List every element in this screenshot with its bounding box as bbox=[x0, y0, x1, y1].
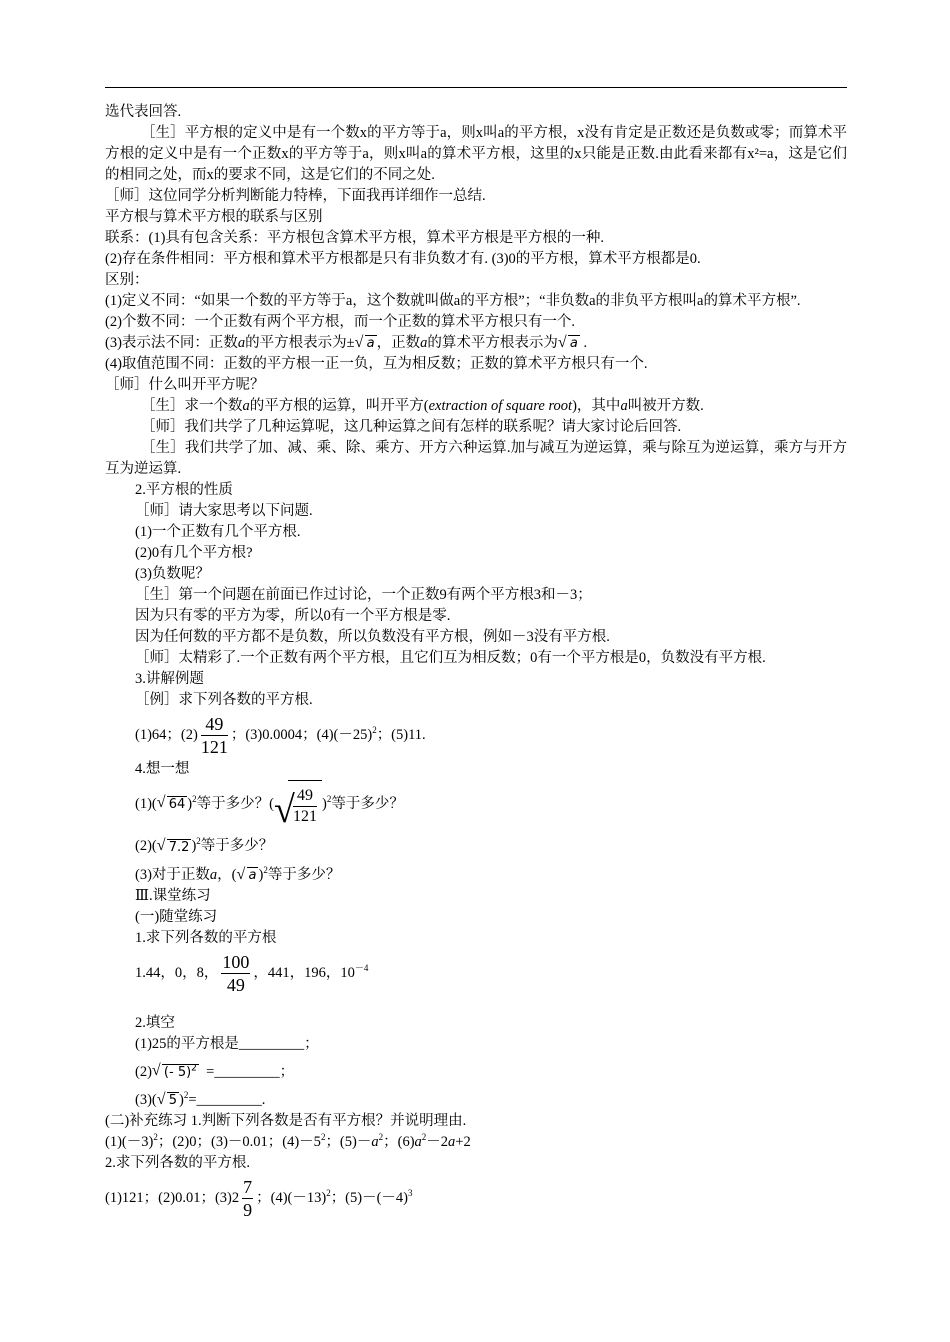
var-a: a bbox=[237, 335, 246, 351]
var-a: a bbox=[242, 398, 250, 415]
text: (1)(－3) bbox=[105, 1134, 154, 1151]
sqrt-a bbox=[355, 333, 377, 354]
question-1: (1)一个正数有几个平方根. bbox=[135, 524, 301, 541]
numerator: 49 bbox=[201, 714, 228, 736]
var-a: a bbox=[420, 335, 428, 351]
text: ；(4)(－13) bbox=[256, 1190, 327, 1207]
think-item-3 bbox=[105, 865, 847, 886]
spacer bbox=[105, 997, 847, 1013]
student-answer: 因为只有零的平方为零，所以0有一个平方根是零. bbox=[135, 608, 451, 625]
section-heading: 4.想一想 bbox=[135, 761, 190, 778]
text: 等于多少？( bbox=[196, 796, 274, 813]
text: =_________； bbox=[206, 1063, 295, 1080]
radicand: a bbox=[248, 867, 257, 883]
exponent: 2 bbox=[183, 1090, 189, 1101]
text: ) bbox=[179, 1091, 184, 1108]
text-line: 选代表回答. bbox=[105, 104, 182, 120]
fraction-7-9 bbox=[242, 1177, 253, 1220]
text: ；(5)－(－4) bbox=[330, 1190, 409, 1207]
exercise-1-prompt: 1.求下列各数的平方根 bbox=[135, 929, 277, 946]
fraction-100-49 bbox=[221, 952, 250, 995]
radicand: 7.2 bbox=[168, 839, 190, 855]
var-a: a bbox=[371, 1134, 379, 1151]
relation-2: (2)存在条件相同：平方根和算术平方根都是只有非负数才有. (3)0的平方根，算术平方根都是0. bbox=[105, 251, 701, 267]
student-answer: ［生］第一个问题在前面已作过讨论，一个正数9有两个平方根3和－3； bbox=[135, 587, 592, 604]
radicand: 64 bbox=[168, 797, 186, 813]
exercise-1-items bbox=[105, 949, 847, 997]
teacher-remark: ［师］这位同学分析判断能力特棒，下面我再详细作一总结. bbox=[105, 188, 486, 204]
exponent: 2 bbox=[326, 794, 332, 805]
exercise-2-heading: 2.填空 bbox=[135, 1014, 175, 1031]
section-heading: 2.平方根的性质 bbox=[135, 482, 233, 499]
question-2: (2)0有几个平方根? bbox=[135, 545, 253, 562]
supplementary-heading: (二)补充练习 1.判断下列各数是否有平方根？并说明理由. bbox=[105, 1113, 467, 1130]
var-a: a bbox=[620, 398, 628, 415]
section-heading: Ⅲ.课堂练习 bbox=[135, 887, 211, 904]
sqrt-a bbox=[558, 333, 580, 354]
text: 等于多少？ bbox=[200, 838, 274, 855]
text: (2) bbox=[135, 1063, 152, 1080]
student-answer: 因为任何数的平方都不是负数，所以负数没有平方根，例如－3没有平方根. bbox=[135, 629, 610, 646]
radical-sign: √ bbox=[273, 789, 295, 832]
text: =_________. bbox=[188, 1091, 266, 1108]
subsection-heading: (一)随堂练习 bbox=[135, 908, 218, 925]
text: 的算术平方根表示为 bbox=[427, 335, 558, 351]
text: ) bbox=[187, 796, 193, 813]
teacher-summary: ［师］太精彩了.一个正数有两个平方根，且它们互为相反数；0有一个平方根是0，负数没有平方根. bbox=[135, 650, 766, 667]
fill-blank-3 bbox=[105, 1090, 847, 1111]
difference-3: (3)表示法不同：正数a的平方根表示为±√ a ，正数a的算术平方根表示为√ a . bbox=[105, 333, 847, 354]
text: (1)121；(2)0.01；(3)2 bbox=[105, 1190, 240, 1207]
teacher-question: ［师］我们共学了几种运算呢，这几种运算之间有怎样的联系呢？请大家讨论后回答. bbox=[141, 419, 682, 436]
text: (1)( bbox=[135, 796, 157, 813]
think-item-1 bbox=[105, 780, 847, 832]
text: 等于多少？ bbox=[331, 796, 404, 813]
text: 等于多少？ bbox=[267, 866, 341, 883]
sqrt-neg5-squared bbox=[152, 1055, 199, 1090]
fill-blank-1: (1)25的平方根是_________； bbox=[135, 1035, 319, 1052]
example-items bbox=[105, 711, 847, 759]
supplementary-2-prompt: 2.求下列各数的平方根. bbox=[105, 1155, 250, 1172]
fraction-49-121 bbox=[293, 787, 317, 826]
numerator: 100 bbox=[222, 951, 250, 972]
text: ，441，196，10 bbox=[253, 964, 355, 981]
text: ，( bbox=[217, 866, 237, 883]
sqrt-a bbox=[237, 865, 259, 886]
var-a: a bbox=[448, 1134, 456, 1151]
supplementary-2-items bbox=[105, 1174, 847, 1222]
text: (1)64；(2) bbox=[135, 727, 198, 744]
text: (3)( bbox=[135, 1091, 157, 1108]
text: +2 bbox=[455, 1134, 471, 1151]
exponent: 2 bbox=[320, 1132, 326, 1143]
student-answer-definitions: ［生］平方根的定义中是有一个数x的平方等于a，则x叫a的平方根，x没有肯定是正数还是负数或零；而算术平方根的定义中是有一个正数x的平方等于a，则x叫a的算术平方根，这里的x只能是正数.由此看来都有x²=a，这是它们的相同之处，而x的要求不同，这是它们的不同之处. bbox=[105, 125, 847, 183]
section-heading: 平方根与算术平方根的联系与区别 bbox=[105, 209, 323, 225]
text: －2 bbox=[426, 1134, 449, 1151]
exponent: 2 bbox=[372, 725, 377, 736]
text: 1.44，0，8， bbox=[135, 964, 219, 981]
document-body bbox=[105, 102, 847, 1222]
student-answer-operations: ［生］我们共学了加、减、乘、除、乘方、开方六种运算.加与减互为逆运算，乘与除互为逆运算，乘方与开方互为逆运算. bbox=[105, 440, 847, 478]
text: )，其中 bbox=[572, 398, 621, 415]
supplementary-1-items bbox=[105, 1132, 847, 1153]
numerator: 7 bbox=[243, 1177, 253, 1198]
text: ，正数 bbox=[376, 335, 421, 351]
radicand-base: (- 5) bbox=[163, 1064, 192, 1080]
text: ；(6) bbox=[383, 1134, 415, 1151]
text: (3)表示法不同：正数 bbox=[105, 335, 238, 351]
radicand: a bbox=[569, 336, 578, 352]
text: ；(3)0.0004；(4)(－25) bbox=[230, 727, 373, 744]
exponent: 3 bbox=[408, 1188, 413, 1199]
english-term: extraction of square root bbox=[428, 398, 573, 415]
sqrt-fraction-49-121 bbox=[273, 780, 322, 832]
denominator: 9 bbox=[243, 1200, 253, 1221]
text: (3)对于正数 bbox=[135, 866, 210, 883]
header-rule bbox=[105, 87, 847, 88]
var-a: a bbox=[414, 1134, 422, 1151]
text: ；(5)－ bbox=[325, 1134, 372, 1151]
text: ；(2)0；(3)－0.01；(4)－5 bbox=[157, 1134, 321, 1151]
sqrt-64 bbox=[157, 780, 188, 829]
sqrt-5 bbox=[157, 1090, 179, 1111]
exponent: 2 bbox=[421, 1132, 427, 1143]
text: ；(5)11. bbox=[376, 727, 426, 744]
text: ) bbox=[258, 866, 264, 883]
exponent: 2 bbox=[153, 1132, 158, 1143]
difference-1: (1)定义不同：“如果一个数的平方等于a，这个数就叫做a的平方根”；“非负数a的非负平方根叫a的算术平方根”. bbox=[105, 293, 801, 309]
teacher-prompt: ［师］请大家思考以下问题. bbox=[135, 503, 313, 520]
text: (2)( bbox=[135, 838, 157, 855]
fill-blank-2 bbox=[105, 1055, 847, 1090]
exponent: 2 bbox=[378, 1132, 384, 1143]
think-item-2 bbox=[105, 829, 847, 864]
denominator: 121 bbox=[200, 737, 228, 758]
radicand bbox=[162, 1064, 199, 1080]
student-answer-extraction bbox=[105, 396, 847, 417]
difference-4: (4)取值范围不同：正数的平方根一正一负，互为相反数；正数的算术平方根只有一个. bbox=[105, 356, 648, 373]
exponent: 2 bbox=[326, 1188, 331, 1199]
question-3: (3)负数呢？ bbox=[135, 566, 210, 583]
text: ) bbox=[191, 838, 197, 855]
exponent: 2 bbox=[191, 1063, 197, 1074]
numerator: 49 bbox=[293, 787, 317, 807]
section-heading: 3.讲解例题 bbox=[135, 671, 204, 688]
example-prompt: ［例］求下列各数的平方根. bbox=[135, 692, 313, 709]
denominator: 121 bbox=[292, 807, 317, 825]
teacher-question: ［师］什么叫开平方呢？ bbox=[105, 377, 265, 394]
exponent: 2 bbox=[263, 864, 268, 875]
text: ［生］求一个数 bbox=[141, 398, 243, 415]
text: 的平方根的运算，叫开平方( bbox=[249, 398, 429, 415]
var-a: a bbox=[209, 866, 218, 883]
difference-2: (2)个数不同：一个正数有两个平方根，而一个正数的算术平方根只有一个. bbox=[105, 314, 576, 330]
text: ) bbox=[321, 796, 327, 813]
text: 叫被开方数. bbox=[627, 398, 704, 415]
denominator: 49 bbox=[226, 974, 245, 995]
radicand: a bbox=[366, 336, 375, 352]
exponent: －4 bbox=[354, 962, 369, 973]
exponent: 2 bbox=[196, 836, 201, 847]
difference-heading: 区别： bbox=[105, 272, 149, 288]
text: 的平方根表示为± bbox=[245, 335, 355, 351]
relation-1: 联系：(1)具有包含关系：平方根包含算术平方根，算术平方根是平方根的一种. bbox=[105, 230, 605, 246]
fraction-49-121 bbox=[201, 714, 228, 757]
sqrt-7-2 bbox=[157, 830, 192, 865]
radicand: 5 bbox=[168, 1093, 178, 1109]
exponent: 2 bbox=[192, 794, 197, 805]
